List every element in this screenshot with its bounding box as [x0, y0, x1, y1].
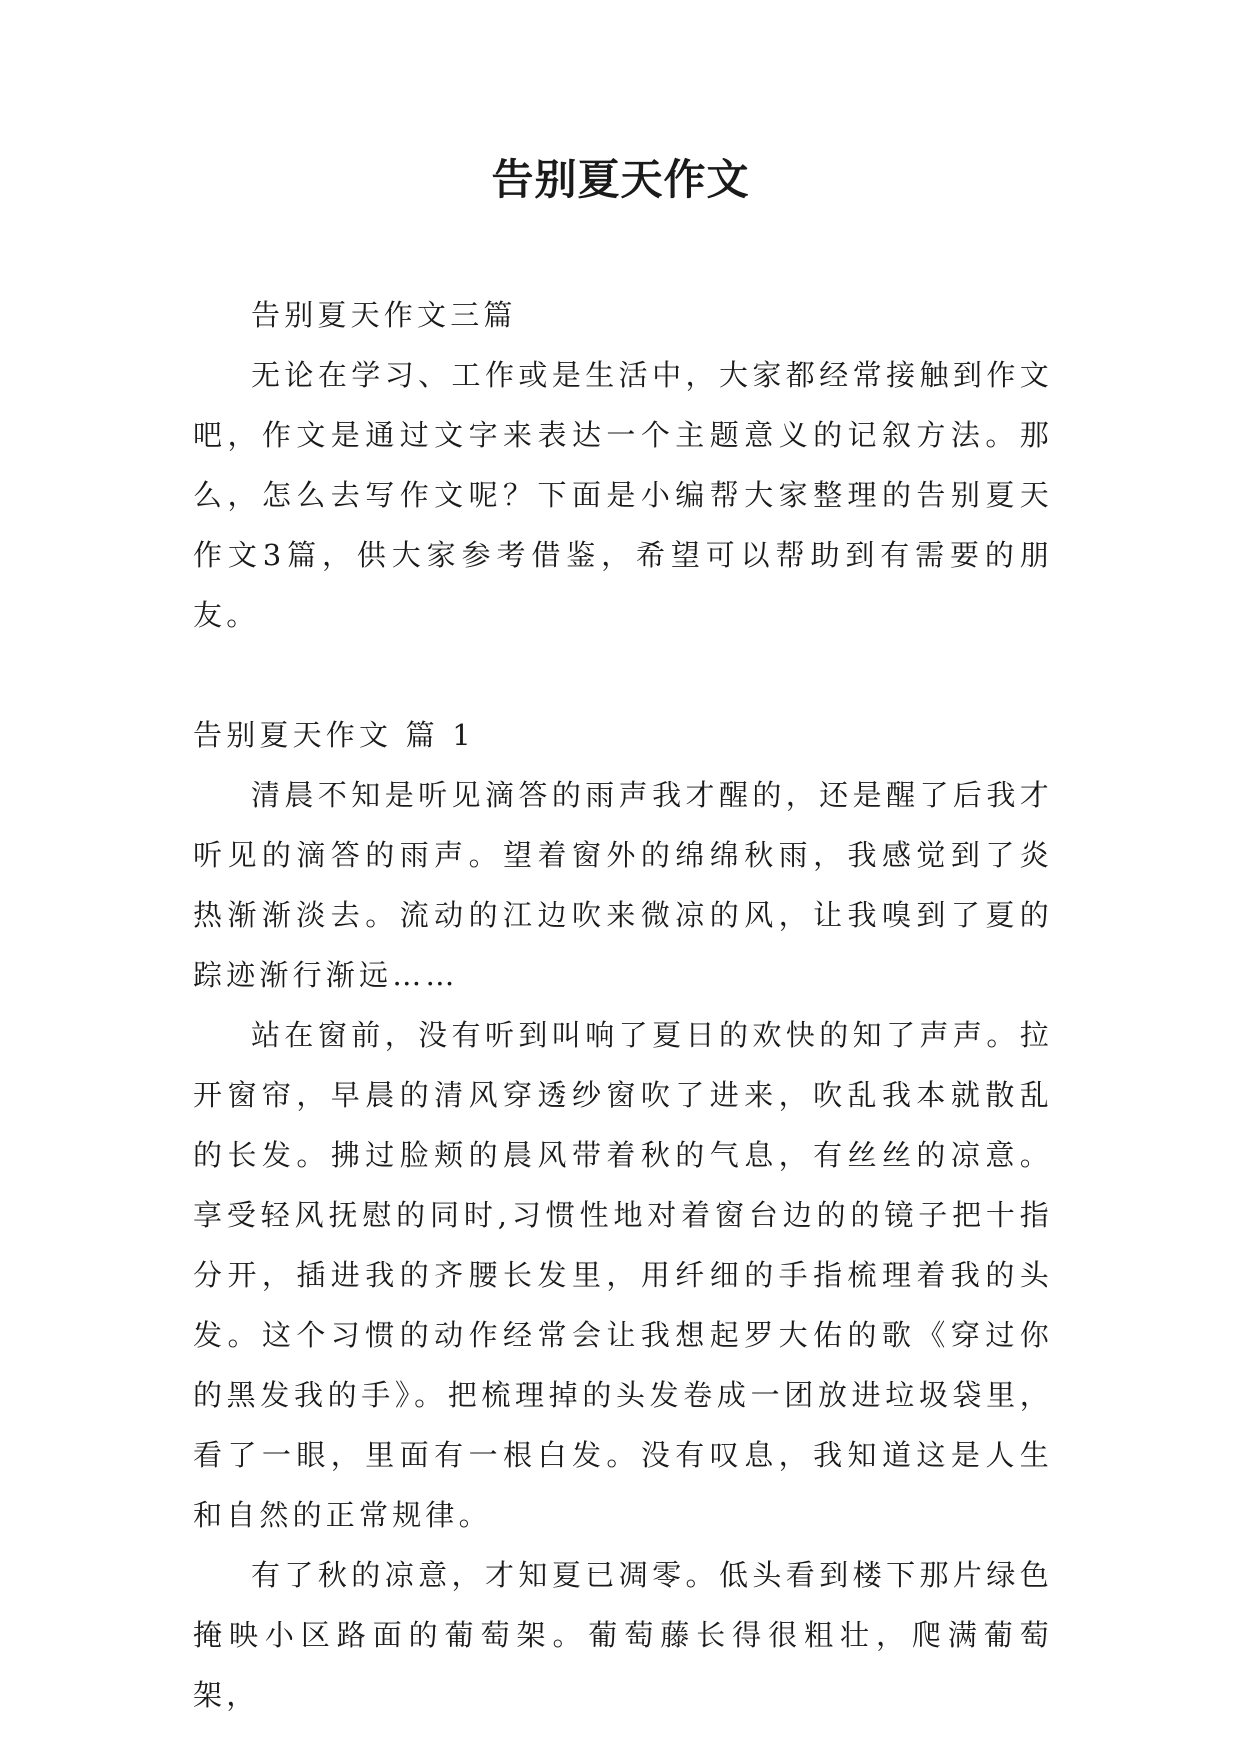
body-paragraph: 清晨不知是听见滴答的雨声我才醒的，还是醒了后我才听见的滴答的雨声。望着窗外的绵绵秋雨，我感觉到了炎热渐渐淡去。流动的江边吹来微凉的风，让我嗅到了夏的踪迹渐行渐远……: [193, 778, 1053, 992]
body-paragraph: 站在窗前，没有听到叫响了夏日的欢快的知了声声。拉开窗帘，早晨的清风穿透纱窗吹了进来，吹乱我本就散乱的长发。拂过脸颊的晨风带着秋的气息，有丝丝的凉意。享受轻风抚慰的同时,习惯性地对着窗台边的的镜子把十指分开，插进我的齐腰长发里，用纤细的手指梳理着我的头发。这个习惯的动作经常会让我想起罗大佑的歌《穿过你的黑发我的手》。把梳理掉的头发卷成一团放进垃圾袋里，看了一眼，里面有一根白发。没有叹息，我知道这是人生和自然的正常规律。: [193, 1018, 1053, 1532]
section-spacer: [193, 645, 1053, 705]
body-paragraph: 有了秋的凉意，才知夏已凋零。低头看到楼下那片绿色掩映小区路面的葡萄架。葡萄藤长得很粗壮，爬满葡萄架，: [193, 1558, 1053, 1712]
document-title: 告别夏天作文: [491, 155, 750, 204]
document-subtitle: 告别夏天作文三篇: [251, 298, 517, 332]
document-body: [193, 285, 1053, 1725]
section-heading: 告别夏天作文 篇 1: [193, 718, 475, 752]
intro-paragraph: 无论在学习、工作或是生活中，大家都经常接触到作文吧，作文是通过文字来表达一个主题意义的记叙方法。那么，怎么去写作文呢？下面是小编帮大家整理的告别夏天作文3篇，供大家参考借鉴，希望可以帮助到有需要的朋友。: [193, 358, 1053, 632]
